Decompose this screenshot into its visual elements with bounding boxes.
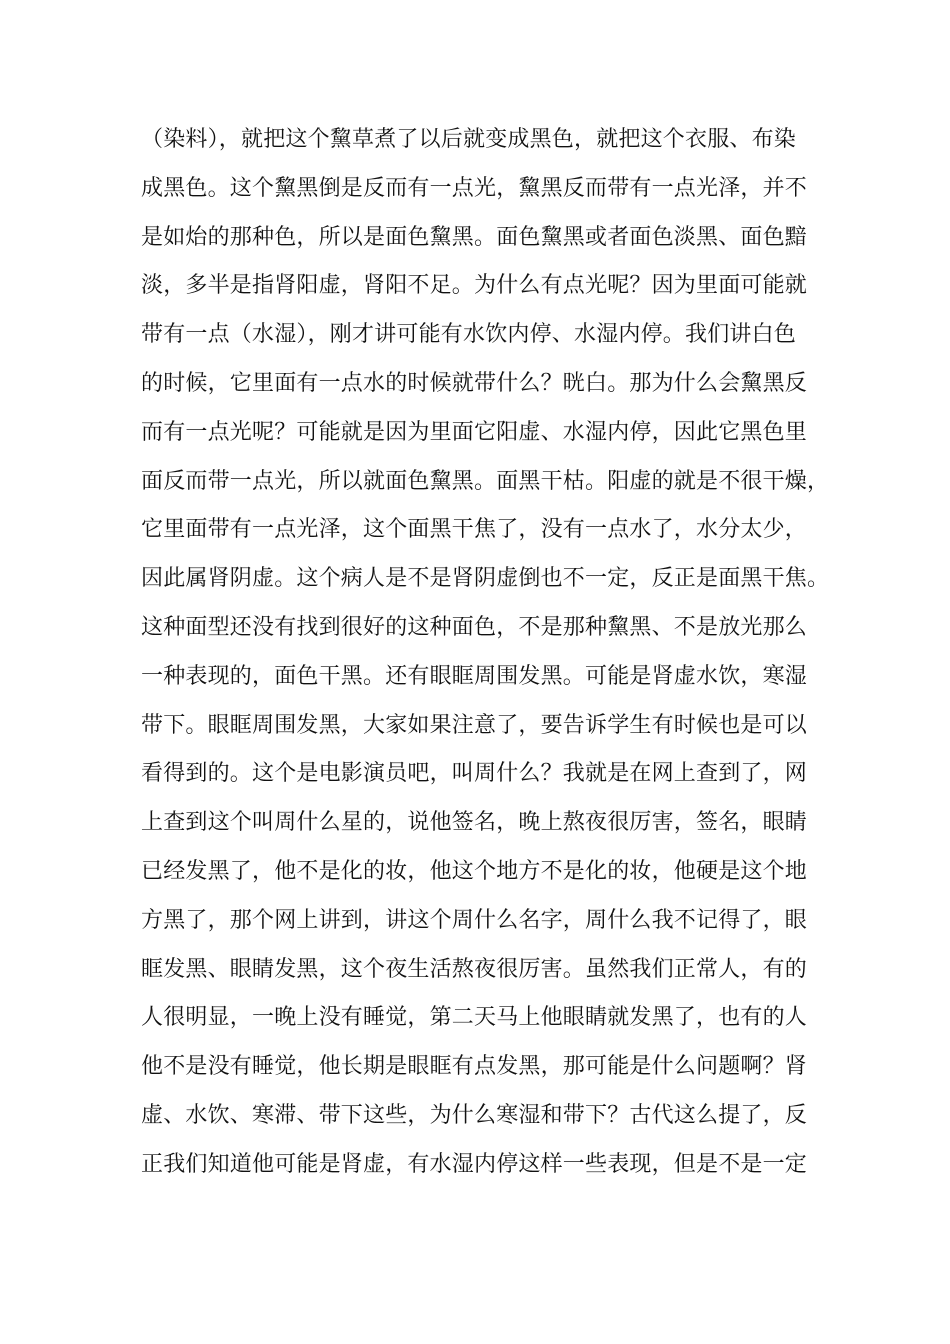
text-line: 的时候，它里面有一点水的时候就带什么？晄白。那为什么会黧黑反 xyxy=(141,370,808,396)
text-line: 已经发黑了，他不是化的妆，他这个地方不是化的妆，他硬是这个地 xyxy=(141,858,808,884)
text-line: 它里面带有一点光泽，这个面黑干焦了，没有一点水了，水分太少， xyxy=(141,517,808,543)
text-line: 一种表现的，面色干黑。还有眼眶周围发黑。可能是肾虚水饮，寒湿 xyxy=(141,663,808,689)
text-line: 人很明显，一晚上没有睡觉，第二天马上他眼睛就发黑了，也有的人 xyxy=(141,1005,808,1031)
body-text xyxy=(141,120,841,1194)
text-line: 因此属肾阴虚。这个病人是不是肾阴虚倒也不一定，反正是面黑干焦。 xyxy=(141,566,830,592)
text-line: 这种面型还没有找到很好的这种面色，不是那种黧黑、不是放光那么 xyxy=(141,614,808,640)
text-line: 是如炲的那种色，所以是面色黧黑。面色黧黑或者面色淡黑、面色黯 xyxy=(141,224,808,250)
text-line: 眶发黑、眼睛发黑，这个夜生活熬夜很厉害。虽然我们正常人，有的 xyxy=(141,956,808,982)
text-line: 而有一点光呢？可能就是因为里面它阳虚、水湿内停，因此它黑色里 xyxy=(141,419,808,445)
text-line: 他不是没有睡觉，他长期是眼眶有点发黑，那可能是什么问题啊？肾 xyxy=(141,1054,808,1080)
text-line: 虚、水饮、寒滞、带下这些，为什么寒湿和带下？古代这么提了，反 xyxy=(141,1102,808,1128)
text-line: 正我们知道他可能是肾虚，有水湿内停这样一些表现，但是不是一定 xyxy=(141,1151,808,1177)
text-line: 看得到的。这个是电影演员吧，叫周什么？我就是在网上查到了，网 xyxy=(141,761,808,787)
text-line: 成黑色。这个黧黑倒是反而有一点光，黧黑反而带有一点光泽，并不 xyxy=(141,175,808,201)
text-line: （染料），就把这个黧草煮了以后就变成黑色，就把这个衣服、布染 xyxy=(141,127,797,152)
text-line: 方黑了，那个网上讲到，讲这个周什么名字，周什么我不记得了，眼 xyxy=(141,907,808,933)
text-line: 带下。眼眶周围发黑，大家如果注意了，要告诉学生有时候也是可以 xyxy=(141,712,808,738)
text-line: 淡，多半是指肾阳虚，肾阳不足。为什么有点光呢？因为里面可能就 xyxy=(141,273,808,299)
text-line: 上查到这个叫周什么星的，说他签名，晚上熬夜很厉害，签名，眼睛 xyxy=(141,810,808,836)
text-line: 面反而带一点光，所以就面色黧黑。面黑干枯。阳虚的就是不很干燥， xyxy=(141,468,830,494)
text-line: 带有一点（水湿），刚才讲可能有水饮内停、水湿内停。我们讲白色 xyxy=(141,322,797,348)
